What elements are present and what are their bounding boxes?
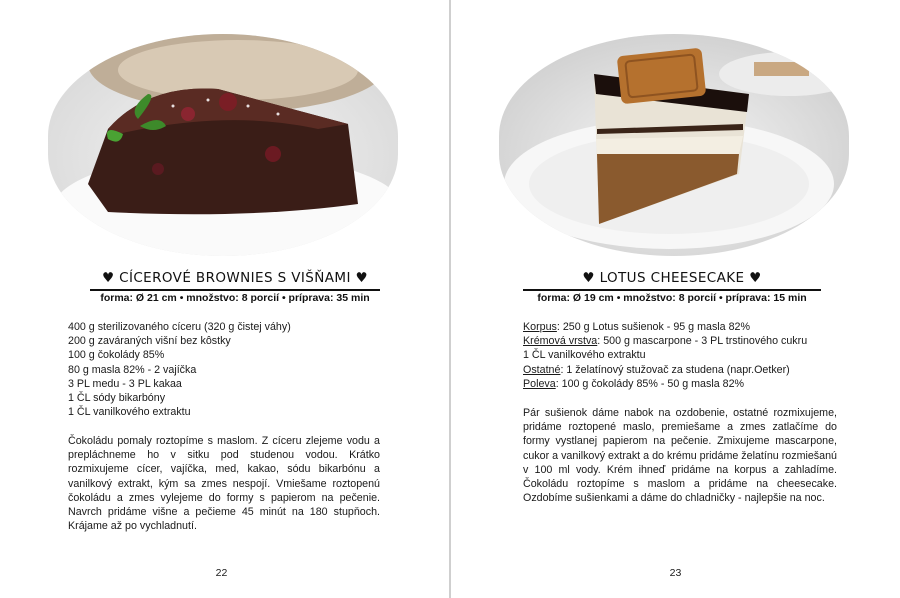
ingredient-item: 100 g čokolády 85%: [68, 349, 165, 362]
ingredient-item: 1 ČL vanilkového extraktu: [68, 406, 191, 419]
right-page: [451, 0, 900, 598]
ingredient-list: [523, 320, 823, 391]
ingredient-item: [523, 348, 823, 362]
recipe-title: ♥ CÍCEROVÉ BROWNIES S VIŠŇAMI ♥: [101, 270, 369, 286]
title-rule: [523, 289, 821, 291]
page-number: 23: [669, 567, 682, 579]
recipe-title: ♥ LOTUS CHEESECAKE ♥: [582, 270, 762, 286]
ingredient-text: : 500 g mascarpone - 3 PL trstinového cukru: [597, 335, 808, 348]
ingredient-item: [523, 334, 823, 348]
ingredient-text: : 1 želatínový stužovač za studena (napr.Oetker): [560, 363, 790, 376]
ingredient-item: [523, 363, 823, 377]
ingredient-text: : 250 g Lotus sušienok - 95 g masla 82%: [556, 321, 750, 333]
ingredient-item: 200 g zaváraných višní bez kôstky: [68, 335, 231, 348]
cheesecake-photo: [499, 34, 849, 256]
recipe-meta: forma: Ø 19 cm • množstvo: 8 porcií • príprava: 15 min: [537, 292, 807, 304]
left-page: [0, 0, 449, 598]
brownie-photo: [48, 34, 398, 256]
page-number: 22: [215, 567, 228, 579]
ingredient-item: [523, 320, 823, 334]
recipe-meta: forma: Ø 21 cm • množstvo: 8 porcií • príprava: 35 min: [100, 292, 370, 304]
ingredient-label: Poleva: [523, 377, 556, 390]
ingredient-item: 80 g masla 82% - 2 vajíčka: [68, 363, 197, 376]
ingredient-label: Krémová vrstva: [523, 335, 598, 348]
ingredient-label: Ostatné: [523, 363, 561, 376]
recipe-method: Čokoládu pomaly roztopíme s maslom. Z cíceru zlejeme vodu a prepláchneme ho v sitku pod studenou vodou. Krátko rozmixujeme cícer, vajíčka, med, kakao, sódu bikarbónu a vanilkový extrakt, kým sa zmes nespojí. Vmiešame roztopenú čokoládu a zmes vylejeme do formy s papierom na pečenie. Navrch pridáme višne a pečieme 45 minút na 180 stupňoch. Krájame až po vychladnutí.: [68, 435, 380, 533]
ingredient-item: 1 ČL sódy bikarbóny: [68, 392, 166, 405]
ingredient-text: 1 ČL vanilkového extraktu: [523, 349, 646, 362]
title-rule: [90, 289, 380, 291]
ingredient-item: 400 g sterilizovaného cíceru (320 g čistej váhy): [68, 321, 291, 333]
ingredient-text: : 100 g čokolády 85% - 50 g masla 82%: [555, 377, 745, 390]
recipe-method: Pár sušienok dáme nabok na ozdobenie, ostatné rozmixujeme, pridáme roztopené maslo, premiešame a zmes zatlačíme do formy vystlanej papierom na pečenie. Zmixujeme mascarpone, cukor a vanilkový extrakt a do krému pridáme želatínu rozmiešanú v 100 ml vody. Krém ihneď pridáme na korpus a zahladíme. Čokoládu roztopíme s maslom a pridáme na cheesecake. Ozdobíme sušienkami a dáme do chladničky - najlepšie na noc.: [523, 407, 837, 505]
ingredient-label: Korpus: [523, 321, 557, 333]
ingredient-list: [68, 320, 388, 419]
ingredient-item: 3 PL medu - 3 PL kakaa: [68, 377, 182, 390]
ingredient-item: [523, 377, 823, 391]
